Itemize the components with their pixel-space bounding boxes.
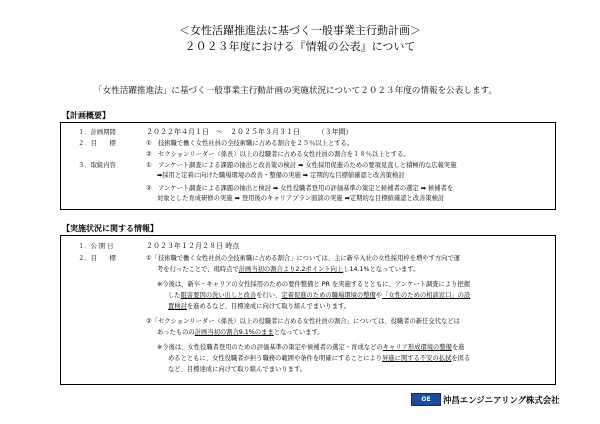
plan-action-2b: 対象とした育成研修の実施 ➡ 登用後のキャリアプラン面談の実施 ➡定期的な目標値確認と改善策検討 [157,195,445,202]
document-subtitle: ２０２３年度における『情報の公表』について [184,40,416,53]
plan-goal-2: ② セクションリーダー（係長）以上の役職者に占める女性社員の割合を１８％以上とする。 [146,151,410,158]
status-date-label: １．公 開 日 [78,243,114,250]
underlined-text: 置検討 [168,303,187,310]
status-note-2-line2 [168,353,470,362]
text-span: を図る [451,355,471,362]
text-span: あったものの [157,329,195,336]
intro-text: 「女性活躍推進法」に基づく一般事業主行動計画の実施状況について２０２３年度の情報を公表します。 [94,86,498,96]
underlined-text: 定着促進のための職場環境の整備 [281,292,376,299]
status-note-1-line2 [168,290,470,299]
plan-action-label: ３．取組内容 [78,162,116,169]
plan-period-label: １．計画期間 [78,129,116,136]
text-span: となっています。 [273,329,324,336]
plan-heading: 【計画概要】 [62,111,110,120]
status-note-1-line3 [168,301,350,310]
plan-action-1b: ➡採用と定着に向けた職場環境の改善・整備の実施 ➡ 定期的な目標値確認と改善策検討 [157,172,405,179]
underlined-text: 阻害要因の洗い出しと改善 [180,292,257,299]
underlined-text: 計画当初の割合9.1%のまま [194,329,274,336]
company-logo: OE [411,393,441,406]
plan-action-2a: ② アンケート調査による課題の抽出と検討 ➡ 女性役職者登用の評価基準の策定と候補者の選定 ➡ 候補者を [146,185,454,192]
text-span: を行い、 [256,292,282,299]
underlined-text: キャリア形成環境の整備 [382,344,452,351]
text-span: ※今後は、女性役職者登用のための評価基準の策定や候補者の選定・育成などの [157,344,383,351]
text-span: 考を行ったことで、現時点で [157,266,239,273]
underlined-text: 昇進に関する不安の払拭 [382,355,452,362]
text-span: めるとともに、女性役職者が担う職務の範囲や条件を明確にすることにより [168,355,383,362]
plan-action-1a: ① アンケート調査による課題の抽出と改善策の検討 ➡ 女性採用促進のための要項見直しと積極的な広報実施 [146,162,457,169]
plan-period-value: ２０２２年４月１日 ～ ２０２５年３月３１日 （３年間） [146,128,353,136]
text-span: した [168,292,181,299]
status-goal-1-line1: ①「技術職で働く女性社員の全技術職に占める割合」については、主に新卒入社の女性採用枠を増やす方向で運 [146,255,461,262]
status-goal-label: ２．目 標 [78,255,116,262]
text-span: や [375,292,383,299]
status-goal-2-line2 [157,327,324,336]
status-heading: 【実施状況に関する情報】 [62,224,158,233]
status-goal-1-line2 [157,264,419,273]
document-title: ＜女性活躍推進法に基づく一般事業主行動計画＞ [179,24,421,37]
status-note-2-line3: など、目標達成に向けて取り組んでまいります。 [168,366,307,373]
status-note-1-line1: ※今後は、新卒・キャリアの女性採用のための要件整備と PR を実施するとともに、アンケート調査により把握 [157,281,471,288]
status-goal-2-line1: ②「セクションリーダー（係長）以上の役職者に占める女性社員の割合」については、役職者の新任交代などは [146,318,460,325]
status-date-value: ２０２３年１２月２８日 時点 [146,242,240,250]
plan-goal-label: ２．目 標 [78,140,116,147]
plan-goal-1: ① 技術職で働く女性社員の全技術職に占める割合を２５％以上とする。 [146,140,354,147]
text-span: を進 [451,344,465,351]
underlined-text: 計画当初の割合より2.2ポイント向上 [238,266,344,273]
text-span: を進めるなど、目標達成に向けて取り組んでまいります。 [186,303,351,310]
underlined-text: 「女性のための相談窓口」の設 [382,292,471,299]
status-note-2-line1 [157,342,465,351]
text-span: し14.1%となっています。 [343,266,420,273]
company-name: 沖昌エンジニアリング株式会社 [443,395,560,405]
